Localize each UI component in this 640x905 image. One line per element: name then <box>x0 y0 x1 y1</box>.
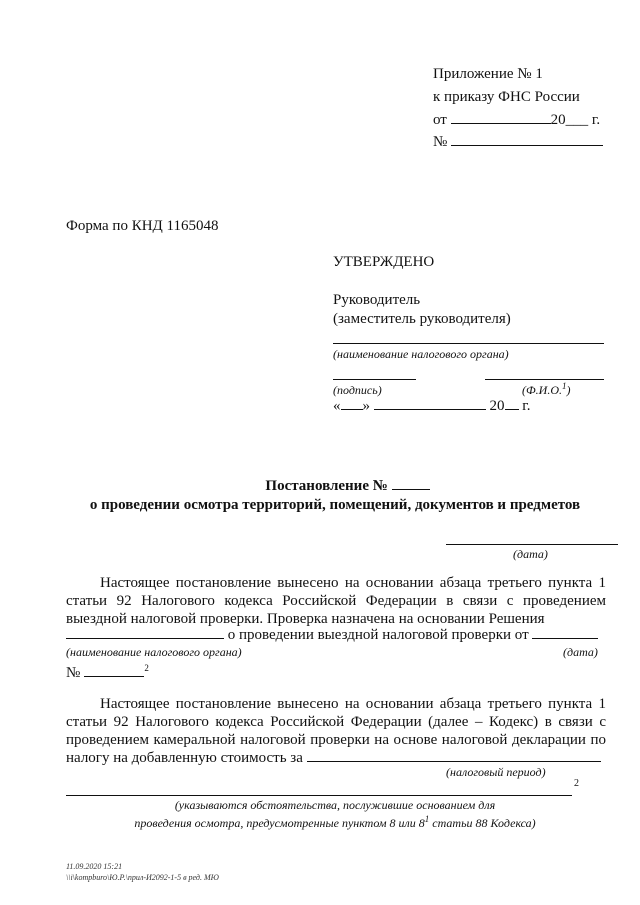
footer-timestamp: 11.09.2020 15:21 <box>66 862 123 871</box>
footer-path: \\i\kompburo\Ю.Р.\прил-И2092-1-5 в ред. МЮ <box>66 873 219 882</box>
footnote-mark-2b: 2 <box>574 778 579 789</box>
circumstances-caption-1: (указываются обстоятельства, послужившие основанием для <box>174 798 496 812</box>
decision-date-caption: (дата) <box>563 645 598 659</box>
day-blank <box>341 408 363 410</box>
decision-line <box>66 627 598 644</box>
authority-caption: (наименование налогового органа) <box>333 347 509 361</box>
authority-rule <box>333 343 604 344</box>
approval-head: Руководитель <box>333 292 421 308</box>
circumstances-sup: 1 <box>424 814 430 824</box>
fio-footnote-mark: 1 <box>561 381 567 391</box>
approval-deputy: (заместитель руководителя) <box>333 311 511 327</box>
fio-caption-text: (Ф.И.О. <box>522 383 562 397</box>
paragraph-2-text: Настоящее постановление вынесено на основании абзаца третьего пункта 1 статьи 92 Налогового кодекса Российской Федерации (далее – Кодекс) в связи с проведением камеральной налоговой проверки на основе налоговой декларации по налогу на добавленную стоимость за <box>66 696 606 766</box>
resolution-subtitle: о проведении осмотра территорий, помещений, документов и предметов <box>89 497 581 513</box>
month-blank <box>374 408 486 410</box>
decision-number-blank <box>84 675 144 677</box>
paragraph-2 <box>66 695 606 767</box>
approval-date-line <box>333 398 530 415</box>
tax-period-blank <box>307 761 601 762</box>
appendix-date-line <box>433 112 600 129</box>
appendix-date-blank <box>451 122 551 124</box>
appendix-date-suffix: г. <box>591 112 601 128</box>
approval-title: УТВЕРЖДЕНО <box>333 254 435 270</box>
appendix-order: к приказу ФНС России <box>433 89 580 105</box>
resolution-date-caption: (дата) <box>513 547 548 561</box>
appendix-date-prefix: от <box>433 112 447 128</box>
approval-date-suffix: г. <box>522 398 531 414</box>
signature-caption: (подпись) <box>333 383 382 397</box>
date-quote-close: » <box>362 398 370 414</box>
fio-caption <box>522 381 570 398</box>
date-quote-open: « <box>333 398 341 414</box>
appendix-number-prefix: № <box>433 134 448 150</box>
tax-period-caption: (налоговый период) <box>446 765 546 779</box>
decision-authority-caption: (наименование налогового органа) <box>66 645 242 659</box>
year-blank <box>505 408 519 410</box>
resolution-title <box>0 478 640 495</box>
decision-number-line <box>66 663 149 682</box>
decision-text: о проведении выездной налоговой проверки от <box>227 627 529 643</box>
appendix-number-blank <box>451 144 603 146</box>
paragraph-1: Настоящее постановление вынесено на основании абзаца третьего пункта 1 статьи 92 Налогового кодекса Российской Федерации в связи с проведением выездной налоговой проверки. Проверка назначена на основании Решения <box>66 575 606 627</box>
decision-number-prefix: № <box>66 665 81 681</box>
appendix-number-line <box>433 134 603 151</box>
resolution-title-text: Постановление № <box>265 478 388 494</box>
circumstances-rule <box>66 795 572 796</box>
approval-date-year: 20 <box>489 398 505 414</box>
resolution-date-rule <box>446 544 618 545</box>
circumstances-caption-2 <box>0 814 640 831</box>
circumstances-caption-2b: статьи 88 Кодекса) <box>429 816 536 830</box>
decision-authority-blank <box>66 637 224 639</box>
circumstances-caption-2a: проведения осмотра, предусмотренные пунктом 8 или 8 <box>134 816 425 830</box>
appendix-date-year: 20___ <box>550 112 589 128</box>
fio-rule <box>485 379 604 380</box>
fio-caption-close: ) <box>566 383 571 397</box>
resolution-number-blank <box>392 488 430 490</box>
decision-date-blank <box>532 637 598 639</box>
form-code: Форма по КНД 1165048 <box>66 218 219 234</box>
footnote-mark-2: 2 <box>144 663 149 673</box>
signature-rule <box>333 379 416 380</box>
appendix-title: Приложение № 1 <box>433 66 543 82</box>
